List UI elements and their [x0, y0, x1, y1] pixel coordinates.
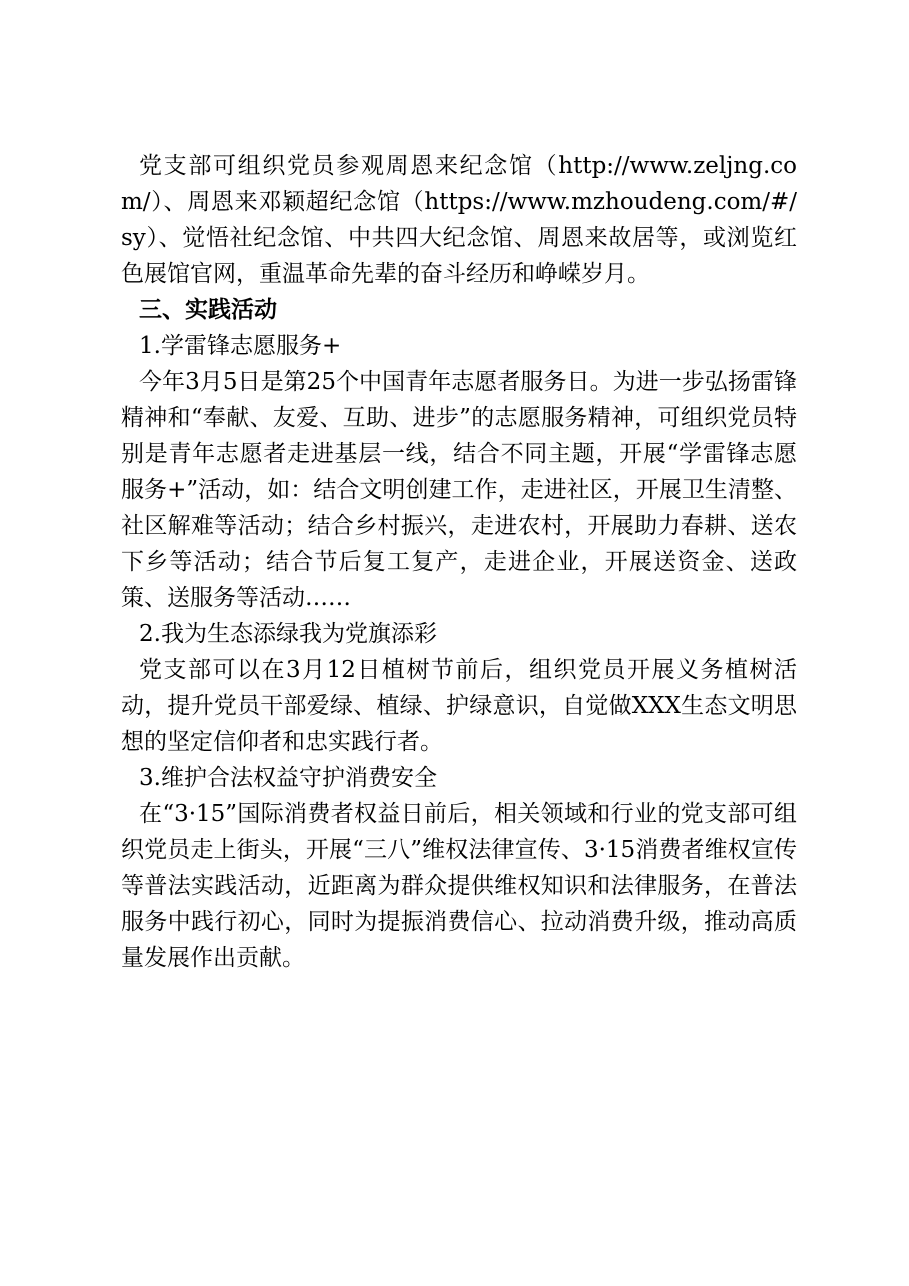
- section-heading-practice: 三、实践活动: [139, 297, 277, 323]
- document-body: [121, 148, 797, 976]
- paragraph-text: ）、周恩来邓颖超纪念馆（: [150, 189, 425, 215]
- paragraph-ecology: 党支部可以在3月12日植树节前后，组织党员开展义务植树活动，提升党员干部爱绿、植绿、护绿意识，自觉做XXX生态文明思想的坚定信仰者和忠实践行者。: [121, 657, 797, 755]
- paragraph-text: ）、觉悟社纪念馆、中共四大纪念馆、周恩来故居等，或浏览红色展馆官网，重温革命先辈的奋斗经历和峥嵘岁月。: [121, 225, 797, 287]
- subheading-ecology: 2.我为生态添绿我为党旗添彩: [139, 621, 437, 647]
- paragraph-consumer-rights: 在“3·15”国际消费者权益日前后，相关领域和行业的党支部可组织党员走上街头，开展“三八”维权法律宣传、3·15消费者维权宣传等普法实践活动，近距离为群众提供维权知识和法律服务，在普法服务中践行初心，同时为提振消费信心、拉动消费升级，推动高质量发展作出贡献。: [121, 801, 797, 971]
- url-zhou-enlai-memorial: http://www.zeljng.com/: [121, 153, 797, 215]
- url-zhoudeng-memorial: https://www.mzhoudeng.com/#/sy: [121, 189, 797, 251]
- paragraph-text: 党支部可组织党员参观周恩来纪念馆（: [139, 153, 559, 179]
- subheading-volunteer: 1.学雷锋志愿服务+: [139, 333, 342, 359]
- paragraph-volunteer: 今年3月5日是第25个中国青年志愿者服务日。为进一步弘扬雷锋精神和“奉献、友爱、互助、进步”的志愿服务精神，可组织党员特别是青年志愿者走进基层一线，结合不同主题，开展“学雷锋志愿服务+”活动，如：结合文明创建工作，走进社区，开展卫生清整、社区解难等活动；结合乡村振兴，走进农村，开展助力春耕、送农下乡等活动；结合节后复工复产，走进企业，开展送资金、送政策、送服务等活动……: [121, 369, 797, 611]
- paragraph-memorial-visit: [121, 148, 797, 292]
- subheading-consumer-rights: 3.维护合法权益守护消费安全: [139, 765, 437, 791]
